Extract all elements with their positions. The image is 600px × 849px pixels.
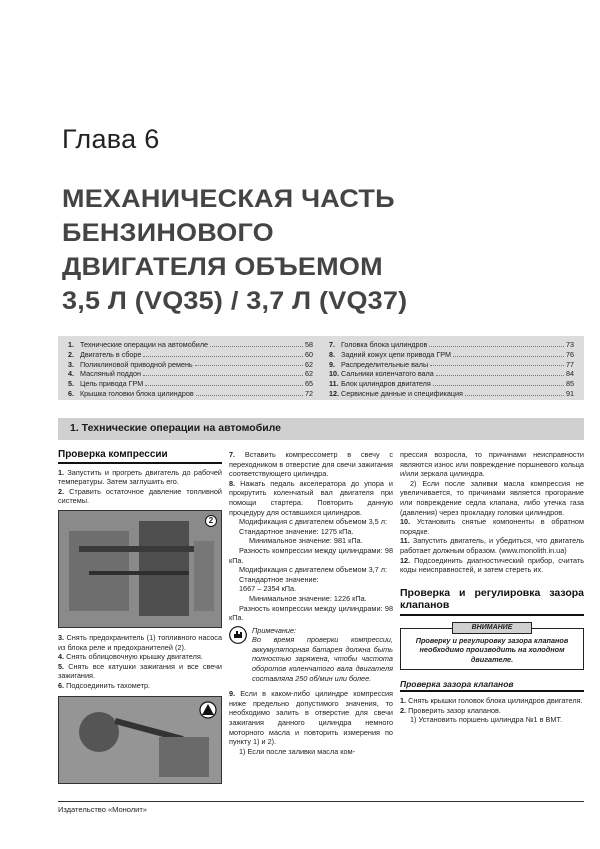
step: 8. Нажать педаль акселератора до упора и прокрутить коленчатый вал двигателя при помощи стартера. Повторить данную процедуру для оставшихся цилиндров.	[229, 478, 394, 517]
toc-entry	[329, 369, 574, 379]
toc-leader-dots	[195, 360, 303, 367]
toc-page-number: 76	[566, 349, 574, 359]
step: 7. Вставить компрессометр в свечу с переходником в отверстие для свечи зажигания соответствующего цилиндра.	[229, 450, 393, 479]
title-line: 3,5 Л (VQ35) / 3,7 Л (VQ37)	[62, 287, 408, 315]
title-line: БЕНЗИНОВОГО	[62, 219, 274, 247]
toc-number: 2.	[68, 349, 74, 359]
note-box	[229, 626, 393, 684]
toc-leader-dots	[145, 379, 303, 386]
toc-label: Сервисные данные и спецификация	[341, 388, 463, 398]
toc-page-number: 72	[305, 388, 313, 398]
compression-gauge-photo	[58, 696, 222, 784]
step: 2. Стравить остаточное давление топливной системы.	[58, 486, 223, 506]
toc-right-column	[329, 340, 574, 400]
toc-page-number: 62	[305, 369, 313, 379]
toc-left-column	[68, 340, 313, 400]
toc-entry	[329, 389, 574, 399]
warning-text: Проверку и регулировку зазора клапанов необходимо производить на холодном двигателе.	[415, 635, 569, 664]
toc-entry	[68, 340, 313, 350]
text-column-3	[400, 450, 584, 725]
toc-label: Масляный поддон	[80, 369, 141, 379]
toc-page-number: 85	[566, 379, 574, 389]
spec-text: Минимальное значение: 1226 кПа.	[249, 593, 367, 603]
toc-leader-dots	[429, 340, 564, 347]
section-title: 1. Технические операции на автомобиле	[70, 422, 282, 434]
toc-number: 11.	[329, 379, 339, 389]
toc-leader-dots	[453, 350, 564, 357]
chapter-label: Глава 6	[62, 124, 160, 154]
toc-number: 12.	[329, 388, 339, 398]
warning-triangle-icon	[199, 701, 217, 719]
chapter-title	[62, 182, 582, 318]
toc-leader-dots	[465, 389, 564, 396]
fuse-box-photo	[58, 510, 222, 628]
step: 1. Снять крышки головок блока цилиндров двигателя.	[400, 696, 583, 706]
toc-label: Распределительные валы	[341, 359, 429, 369]
spec-text: Разность компрессии между цилиндрами: 98 кПа.	[229, 545, 393, 565]
toc-label: Головка блока цилиндров	[341, 340, 428, 349]
toc-label: Технические операции на автомобиле	[80, 340, 209, 349]
step: 5. Снять все катушки зажигания и все свечи зажигания.	[58, 661, 222, 681]
paragraph: 2) Если после заливки масла компрессия не увеличивается, то причинами является прогорание или повреждение седла клапана, либо утечка газа (давления) через прокладку головки цилиндров.	[400, 478, 584, 517]
toc-entry	[329, 360, 574, 370]
toc-number: 9.	[329, 359, 335, 369]
toc-number: 3.	[68, 359, 74, 369]
step: 10. Установить снятые компоненты в обратном порядке.	[400, 517, 585, 536]
toc-label: Сальники коленчатого вала	[341, 369, 434, 379]
spec-text: Минимальное значение: 981 кПа.	[249, 536, 363, 546]
table-of-contents	[58, 336, 584, 400]
toc-number: 8.	[329, 349, 335, 359]
toc-leader-dots	[210, 340, 303, 347]
toc-page-number: 77	[566, 359, 574, 369]
compression-check-heading: Проверка компрессии	[58, 450, 222, 464]
toc-leader-dots	[143, 350, 303, 357]
toc-number: 5.	[68, 379, 74, 389]
toc-leader-dots	[430, 360, 564, 367]
paragraph: прессия возросла, то причинами неисправности являются износ или повреждение поршневого кольца и/или зеркала цилиндра.	[400, 450, 584, 479]
warning-box	[400, 623, 584, 670]
toc-page-number: 65	[305, 379, 313, 389]
toc-entry	[68, 350, 313, 360]
spec-text: Модификация с двигателем объемом 3,5 л:	[239, 517, 388, 527]
toc-label: Поликлиновой приводной ремень	[80, 359, 193, 369]
toc-page-number: 84	[566, 369, 574, 379]
section-header	[58, 418, 584, 440]
toc-label: Цепь привода ГРМ	[80, 379, 144, 389]
toc-leader-dots	[196, 389, 303, 396]
toc-page-number: 62	[305, 359, 313, 369]
toc-leader-dots	[143, 369, 303, 376]
toc-label: Задний кожух цепи привода ГРМ	[341, 349, 451, 359]
toc-entry	[68, 379, 313, 389]
toc-leader-dots	[433, 379, 564, 386]
toc-leader-dots	[436, 369, 564, 376]
step: 1. Запустить и прогреть двигатель до рабочей температуры. Затем заглушить его.	[58, 467, 223, 487]
toc-entry	[68, 360, 313, 370]
note-hand-icon	[229, 626, 247, 644]
spec-text: Стандартное значение: 1275 кПа.	[239, 526, 354, 536]
step: 2. Проверить зазор клапанов.	[400, 705, 501, 715]
spec-text: 1667 – 2354 кПа.	[239, 584, 297, 594]
step: 1) Если после заливки масла ком-	[239, 746, 356, 756]
toc-number: 7.	[329, 340, 335, 349]
toc-label: Двигатель в сборе	[80, 349, 142, 359]
toc-page-number: 73	[566, 340, 574, 349]
note-text: Примечание: Во время проверки компрессии, аккумуляторная батарея должна быть полностью заряжена, чтобы частота оборотов коленчатого вала двигателя составляла 250 об/мин или более.	[252, 625, 393, 683]
callout-badge: 2	[205, 515, 217, 527]
toc-page-number: 91	[566, 388, 574, 398]
text-column-2	[229, 450, 393, 756]
spec-text: Модификация с двигателем объемом 3,7 л:	[239, 565, 388, 575]
step: 1) Установить поршень цилиндра №1 в ВМТ.	[410, 715, 563, 725]
text-column-1	[58, 450, 222, 784]
step: 4. Снять облицовочную крышку двигателя.	[58, 652, 203, 662]
step: 6. Подсоединить тахометр.	[58, 680, 151, 690]
valve-clearance-heading: Проверка и регулировка зазора клапанов	[400, 587, 584, 616]
step: 3. Снять предохранитель (1) топливного насоса из блока реле и предохранителей (2).	[58, 632, 223, 652]
valve-check-subheading: Проверка зазора клапанов	[400, 680, 584, 693]
toc-page-number: 60	[305, 349, 313, 359]
step: 12. Подсоединить диагностический прибор, считать коды неисправностей, и затем стереть их.	[400, 555, 585, 575]
toc-entry	[68, 389, 313, 399]
title-line: ДВИГАТЕЛЯ ОБЪЕМОМ	[62, 253, 383, 281]
toc-page-number: 58	[305, 340, 313, 349]
spec-text: Разность компрессии между цилиндрами: 98 кПа.	[229, 603, 393, 623]
publisher-footer: Издательство «Монолит»	[58, 801, 584, 814]
title-line: МЕХАНИЧЕСКАЯ ЧАСТЬ	[62, 185, 395, 213]
toc-number: 1.	[68, 340, 74, 349]
toc-entry	[329, 340, 574, 350]
warning-title: ВНИМАНИЕ	[452, 622, 532, 634]
toc-label: Блок цилиндров двигателя	[341, 379, 431, 389]
step: 9. Если в каком-либо цилиндре компрессия ниже предельно допустимого значения, то необходимо залить в отверстие для свечи зажигания данного цилиндра немного моторного масла и повторить измерения по пункту 1) и 2).	[229, 689, 393, 747]
toc-entry	[68, 369, 313, 379]
toc-label: Крышка головки блока цилиндров	[80, 388, 194, 398]
toc-number: 4.	[68, 369, 74, 379]
spec-text: Стандартное значение:	[239, 574, 319, 584]
toc-number: 10.	[329, 369, 339, 379]
step: 11. Запустить двигатель, и убедиться, что двигатель работает должным образом. (www.monolith.in.ua)	[400, 536, 585, 555]
toc-entry	[329, 350, 574, 360]
toc-entry	[329, 379, 574, 389]
toc-number: 6.	[68, 388, 74, 398]
